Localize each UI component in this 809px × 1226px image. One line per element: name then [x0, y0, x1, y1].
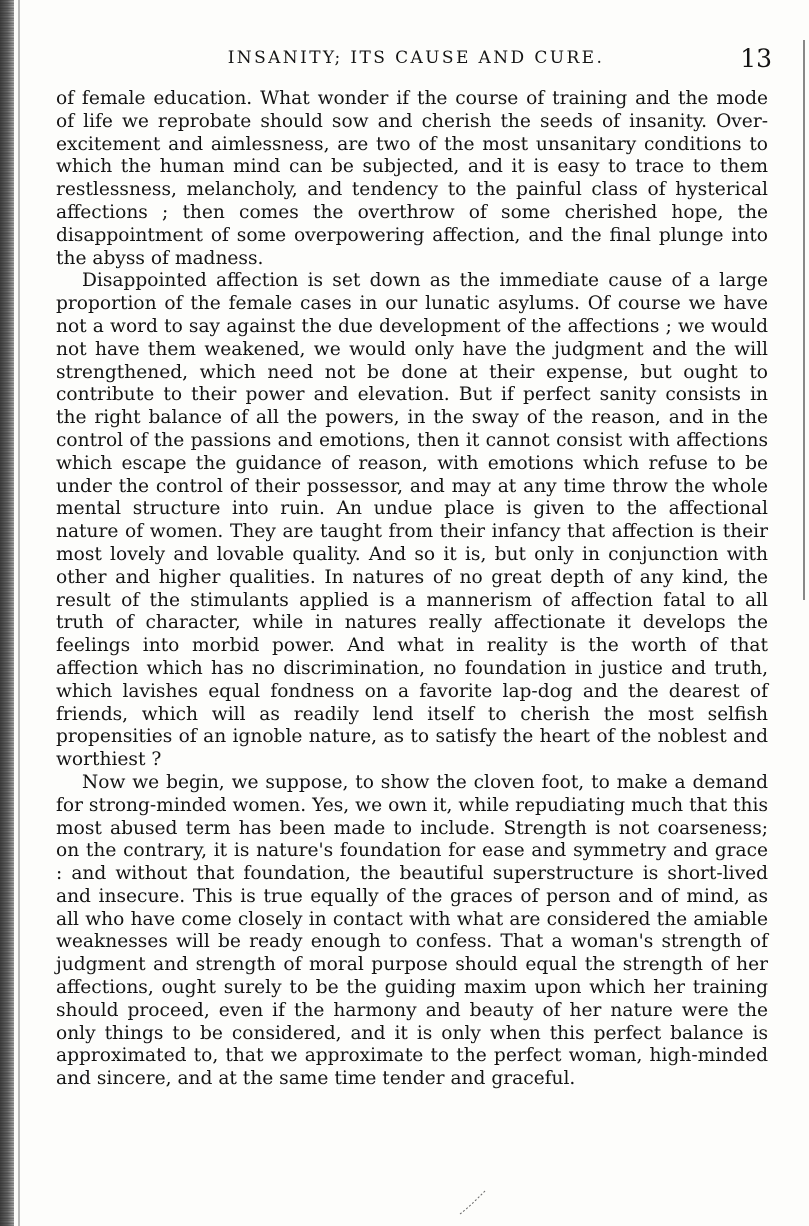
scan-edge-rule [803, 40, 805, 600]
paragraph-disappointed-affection: Disappointed affection is set down as the immediate cause of a large proportion of the female cases in our lunatic asylums. Of course we have not a word to say against the due development of the affections ; we would not have them weakened, we would only have the judgment and the will strengthened, which need not be done at their expense, but ought to contribute to their power and elevation. But if perfect sanity consists in the right balance of all the powers, in the sway of the reason, and in the control of the passions and emotions, then it cannot consist with affections which escape the guidance of reason, with emotions which refuse to be under the control of their possessor, and may at any time throw the whole mental structure into ruin. An undue place is given to the affectional nature of women. They are taught from their infancy that affection is their most lovely and lovable quality. And so it is, but only in conjunction with other and higher qualities. In natures of no great depth of any kind, the result of the stimulants applied is a mannerism of affection fatal to all truth of character, while in natures really affectionate it develops the feelings into morbid power. And what in reality is the worth of that affection which has no discrimination, no foundation in justice and truth, which lavishes equal fondness on a favorite lap-dog and the dearest of friends, which will as readily lend itself to cherish the most selfish propensities of an ignoble nature, as to satisfy the heart of the noblest and worthiest ? [56, 270, 768, 771]
running-title: INSANITY; ITS CAUSE AND CURE. [227, 48, 605, 68]
paragraph-continuation: of female education. What wonder if the course of training and the mode of life we reprobate should sow and cherish the seeds of insanity. Over-excitement and aimlessness, are two of the most unsanitary conditions to which the human mind can be subjected, and it is easy to trace to them restlessness, melancholy, and tendency to the painful class of hysterical affections ; then comes the overthrow of some cherished hope, the disappointment of some overpowering affection, and the final plunge into the abyss of madness. [56, 88, 768, 269]
scan-binding-edge [0, 0, 14, 1226]
page-number: 13 [740, 44, 772, 73]
stray-pen-mark [458, 1188, 488, 1216]
running-head [60, 44, 772, 80]
scan-binding-line [18, 0, 20, 1226]
body-text [56, 88, 768, 1091]
paragraph-strong-minded-women: Now we begin, we suppose, to show the cloven foot, to make a demand for strong-minded women. Yes, we own it, while repudiating much that this most abused term has been made to include. Strength is not coarseness; on the contrary, it is nature's foundation for ease and symmetry and grace : and without that foundation, the beautiful superstructure is short-lived and insecure. This is true equally of the graces of person and of mind, as all who have come closely in contact with what are considered the amiable weaknesses will be ready enough to confess. That a woman's strength of judgment and strength of moral purpose should equal the strength of her affections, ought surely to be the guiding maxim upon which her training should proceed, even if the harmony and beauty of her nature were the only things to be considered, and it is only when this perfect balance is approximated to, that we approximate to the perfect woman, high-minded and sincere, and at the same time tender and graceful. [56, 771, 768, 1090]
